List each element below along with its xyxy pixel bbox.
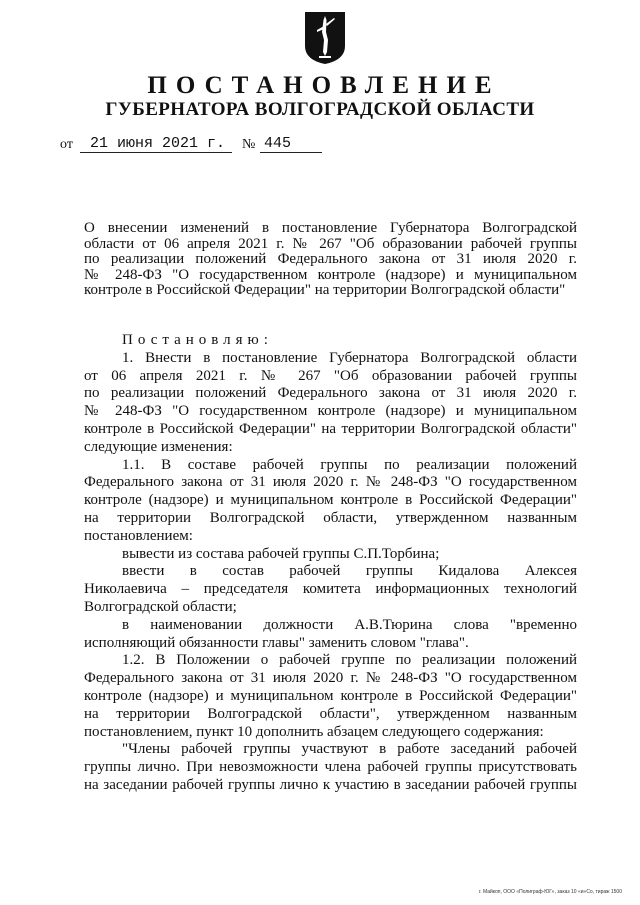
date-prefix: от <box>60 137 73 152</box>
subject-line: № 248-ФЗ "О государственном контроле (надзоре) и муниципальном <box>84 266 577 283</box>
text-line: контроле (надзоре) и муниципальном контроле в Российской Федерации" <box>84 492 577 509</box>
text-line: на заседании рабочей группы лично к участию в заседании рабочей группы <box>84 776 577 793</box>
text-line: контроле (надзоре) и муниципальном контроле в Российской Федерации" <box>84 687 577 704</box>
date-number-line <box>60 134 580 156</box>
paragraph-1-2 <box>84 652 577 741</box>
document-title: ПОСТАНОВЛЕНИЕ <box>147 72 501 99</box>
volgograd-emblem-icon <box>303 10 347 65</box>
paragraph-quote <box>84 741 577 794</box>
text-line: Федерального закона от 31 июля 2020 г. № 248-ФЗ "О государственном <box>84 474 577 491</box>
number-prefix: № <box>242 137 256 152</box>
text-line: 1.1. В составе рабочей группы по реализации положений <box>122 456 577 473</box>
paragraph-1 <box>84 350 577 457</box>
document-subject <box>84 221 577 299</box>
text-line: "Члены рабочей группы участвуют в работе заседаний рабочей <box>122 741 577 758</box>
text-line: следующие изменения: <box>84 438 233 455</box>
text-line: по реализации положений Федерального закона от 31 июля 2020 г. <box>84 385 577 402</box>
text-line: группы лично. При невозможности члена рабочей группы присутствовать <box>84 759 577 776</box>
resolve-word: Постановляю: <box>122 332 273 348</box>
text-line: на территории Волгоградской области, утвержденном названным <box>84 509 577 526</box>
subject-line: области от 06 апреля 2021 г. № 267 "Об образовании рабочей группы <box>84 235 577 252</box>
text-line: контроле в Российской Федерации" на территории Волгоградской области" <box>84 420 577 437</box>
text-line: ввести в состав рабочей группы Кидалова Алексея <box>122 563 577 580</box>
text-line: постановлением: <box>84 527 193 544</box>
subject-line: контроле в Российской Федерации" на территории Волгоградской области" <box>84 282 566 298</box>
paragraph-1-1 <box>84 457 577 546</box>
document-date: 21 июня 2021 г. <box>80 134 232 153</box>
text-line: постановлением, пункт 10 дополнить абзацем следующего содержания: <box>84 723 544 740</box>
text-line: на территории Волгоградской области", утвержденном названным <box>84 705 577 722</box>
text-line: в наименовании должности А.В.Тюрина слова "временно <box>122 616 577 633</box>
text-line: исполняющий обязанности главы" заменить словом "глава". <box>84 634 469 651</box>
text-line: вывести из состава рабочей группы С.П.Торбина; <box>122 545 440 562</box>
text-line: 1.2. В Положении о рабочей группе по реализации положений <box>122 652 577 669</box>
text-line: Николаевича – председателя комитета информационных технологий <box>84 581 577 598</box>
document-issuer: ГУБЕРНАТОРА ВОЛГОГРАДСКОЙ ОБЛАСТИ <box>105 99 535 120</box>
text-line: 1. Внести в постановление Губернатора Волгоградской области <box>122 349 577 366</box>
document-body <box>84 332 577 795</box>
paragraph-rename <box>84 617 577 653</box>
print-info: г. Майкоп, ООО «Полиграф-ЮГ», заказ 10 «и»Со, тираж 1500 <box>478 889 622 895</box>
document-number: 445 <box>260 134 322 153</box>
text-line: Волгоградской области; <box>84 598 237 615</box>
subject-line: О внесении изменений в постановление Губернатора Волгоградской <box>84 220 577 236</box>
paragraph-remove <box>84 546 577 564</box>
text-line: № 248-ФЗ "О государственном контроле (надзоре) и муниципальном <box>84 403 577 420</box>
text-line: Федерального закона от 31 июля 2020 г. № 248-ФЗ "О государственном <box>84 670 577 687</box>
subject-line: по реализации положений Федерального закона от 31 июля 2020 г. <box>84 251 577 267</box>
paragraph-add <box>84 563 577 616</box>
text-line: от 06 апреля 2021 г. № 267 "Об образовании рабочей группы <box>84 367 577 384</box>
